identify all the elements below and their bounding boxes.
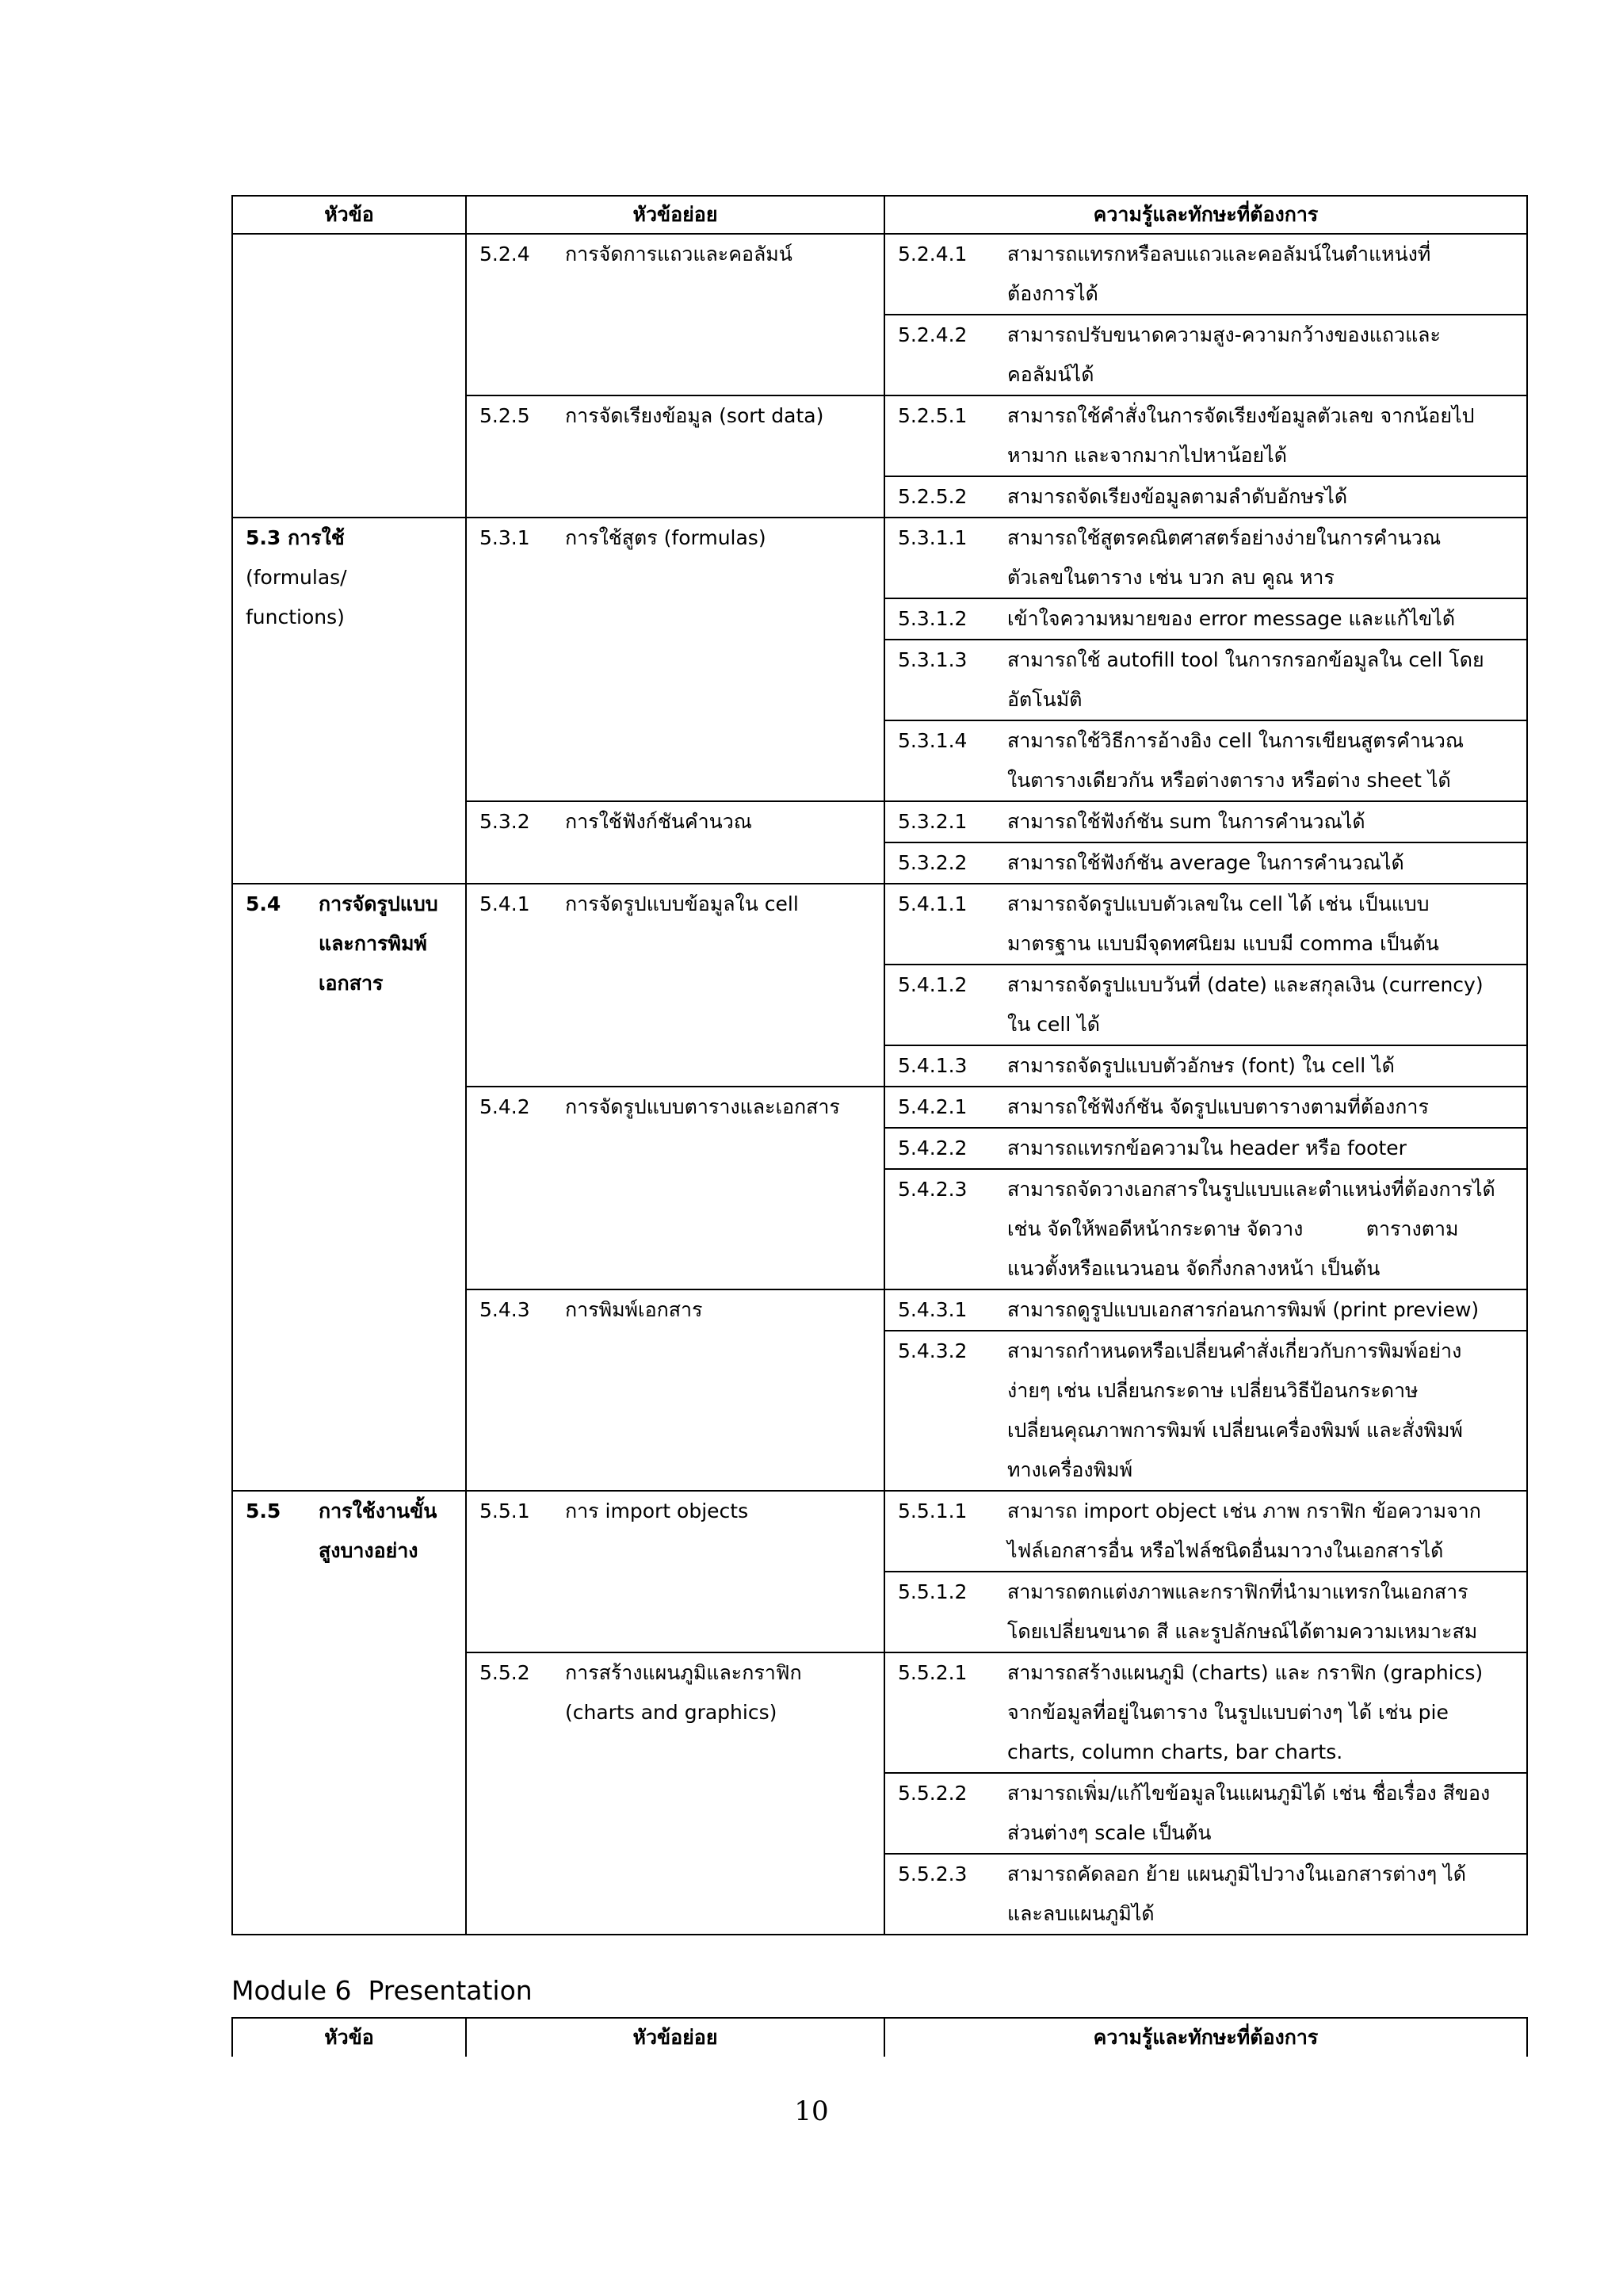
skill-text: สามารถจัดรูปแบบตัวเลขใน cell ได้ เช่น เป็นแบบ — [1007, 892, 1430, 915]
skill-number: 5.5.1.2 — [898, 1580, 968, 1603]
page-number: 10 — [794, 2095, 829, 2127]
skill-cell — [884, 1128, 1527, 1169]
skill-cell — [884, 395, 1527, 476]
skill-text: สามารถกำหนดหรือเปลี่ยนคำสั่งเกี่ยวกับการพิมพ์อย่าง — [1007, 1339, 1462, 1362]
skill-cell — [884, 1854, 1527, 1935]
skill-text: สามารถใช้สูตรคณิตศาสตร์อย่างง่ายในการคำนวณ — [1007, 526, 1442, 549]
skill-number: 5.4.2.3 — [898, 1178, 968, 1201]
skill-number: 5.3.1.4 — [898, 729, 968, 752]
subtopic-cell — [466, 1491, 884, 1652]
topic-cell — [232, 1491, 466, 1935]
header-topic: หัวข้อ — [232, 2018, 466, 2057]
subtopic-title: การ import objects — [565, 1499, 749, 1522]
skill-cell — [884, 598, 1527, 640]
skill-cell — [884, 1045, 1527, 1087]
skill-text: สามารถจัดรูปแบบวันที่ (date) และสกุลเงิน (currency) — [1007, 973, 1484, 996]
subtopic-title: การสร้างแผนภูมิและกราฟิก — [565, 1661, 802, 1684]
skill-number: 5.4.1.1 — [898, 892, 968, 915]
skill-text: สามารถจัดวางเอกสารในรูปแบบและตำแหน่งที่ต้องการได้ — [1007, 1178, 1495, 1201]
skill-cell — [884, 1773, 1527, 1854]
skill-cell — [884, 1289, 1527, 1331]
subtopic-cell — [466, 801, 884, 884]
skill-text: ต้องการได้ — [1007, 282, 1098, 305]
module-6-heading: Module 6 Presentation — [231, 1975, 533, 2006]
skill-cell — [884, 1331, 1527, 1491]
skill-cell — [884, 1087, 1527, 1128]
subtopic-number: 5.5.1 — [479, 1499, 530, 1522]
skill-number: 5.3.1.2 — [898, 607, 968, 630]
topic-title: 5.3 การใช้ — [246, 526, 345, 549]
skill-text: สามารถแทรกหรือลบแถวและคอลัมน์ในตำแหน่งที่ — [1007, 243, 1431, 266]
subtopic-number: 5.3.1 — [479, 526, 530, 549]
skill-text: สามารถเพิ่ม/แก้ไขข้อมูลในแผนภูมิได้ เช่น ชื่อเรื่อง สีของ — [1007, 1782, 1491, 1805]
skill-cell — [884, 1491, 1527, 1572]
subtopic-number: 5.2.5 — [479, 404, 530, 427]
skill-number: 5.4.1.2 — [898, 973, 968, 996]
skill-cell — [884, 720, 1527, 801]
skill-cell — [884, 1652, 1527, 1773]
skill-cell — [884, 801, 1527, 842]
header-topic: หัวข้อ — [232, 196, 466, 234]
header-subtopic: หัวข้อย่อย — [466, 2018, 884, 2057]
topic-cell — [232, 884, 466, 1491]
skill-text: เปลี่ยนคุณภาพการพิมพ์ เปลี่ยนเครื่องพิมพ์ และสั่งพิมพ์ — [1007, 1419, 1463, 1442]
table-header-row — [232, 2018, 1527, 2057]
skill-text: สามารถปรับขนาดความสูง-ความกว้างของแถวและ — [1007, 323, 1441, 346]
skill-number: 5.4.3.1 — [898, 1298, 968, 1321]
skill-number: 5.5.2.1 — [898, 1661, 968, 1684]
skill-text: แนวตั้งหรือแนวนอน จัดกึ่งกลางหน้า เป็นต้น — [1007, 1257, 1381, 1280]
skill-text: มาตรฐาน แบบมีจุดทศนิยม แบบมี comma เป็นต้น — [1007, 932, 1439, 955]
subtopic-number: 5.5.2 — [479, 1661, 530, 1684]
skill-text: อัตโนมัติ — [1007, 688, 1083, 711]
skill-number: 5.4.3.2 — [898, 1339, 968, 1362]
subtopic-number: 5.3.2 — [479, 810, 530, 833]
skill-text: ง่ายๆ เช่น เปลี่ยนกระดาษ เปลี่ยนวิธีป้อนกระดาษ — [1007, 1379, 1419, 1402]
subtopic-cell — [466, 1289, 884, 1491]
topic-cell — [232, 518, 466, 884]
skill-text: หามาก และจากมากไปหาน้อยได้ — [1007, 444, 1287, 467]
skill-cell — [884, 884, 1527, 965]
skill-text: ไฟล์เอกสารอื่น หรือไฟล์ชนิดอื่นมาวางในเอกสารได้ — [1007, 1539, 1444, 1562]
subtopic-cell — [466, 1087, 884, 1289]
topic-number: 5.5 — [246, 1499, 281, 1522]
skill-text: สามารถดูรูปแบบเอกสารก่อนการพิมพ์ (print preview) — [1007, 1298, 1480, 1321]
skill-text: สามารถใช้ฟังก์ชัน sum ในการคำนวณได้ — [1007, 810, 1365, 833]
skill-text: สามารถใช้คำสั่งในการจัดเรียงข้อมูลตัวเลข จากน้อยไป — [1007, 404, 1475, 427]
header-subtopic: หัวข้อย่อย — [466, 196, 884, 234]
skill-number: 5.3.1.1 — [898, 526, 968, 549]
skill-number: 5.2.5.1 — [898, 404, 968, 427]
topic-title: การใช้งานขั้น — [319, 1499, 437, 1522]
subtopic-cell — [466, 1652, 884, 1935]
skill-text: สามารถตกแต่งภาพและกราฟิกที่นำมาแทรกในเอกสาร — [1007, 1580, 1468, 1603]
skill-number: 5.3.2.2 — [898, 851, 968, 874]
subtopic-cell — [466, 518, 884, 801]
skill-cell — [884, 315, 1527, 395]
table-header-row — [232, 196, 1527, 234]
skill-text: สามารถจัดรูปแบบตัวอักษร (font) ใน cell ได้ — [1007, 1054, 1395, 1077]
table-row — [232, 234, 1527, 315]
subtopic-number: 5.4.1 — [479, 892, 530, 915]
skill-text: เช่น จัดให้พอดีหน้ากระดาษ จัดวาง ตารางตาม — [1007, 1217, 1459, 1240]
topic-title: functions) — [246, 606, 345, 628]
skill-cell — [884, 842, 1527, 884]
skill-text: สามารถใช้ฟังก์ชัน จัดรูปแบบตารางตามที่ต้องการ — [1007, 1095, 1429, 1118]
skill-text: โดยเปลี่ยนขนาด สี และรูปลักษณ์ได้ตามความเหมาะสม — [1007, 1620, 1478, 1643]
topic-title: และการพิมพ์ — [319, 932, 427, 955]
subtopic-number: 5.4.3 — [479, 1298, 530, 1321]
skill-cell — [884, 1169, 1527, 1289]
header-skills: ความรู้และทักษะที่ต้องการ — [884, 2018, 1527, 2057]
module-6-table — [231, 2017, 1528, 2057]
subtopic-title: การพิมพ์เอกสาร — [565, 1298, 703, 1321]
skill-text: สามารถใช้ฟังก์ชัน average ในการคำนวณได้ — [1007, 851, 1404, 874]
skill-text: ใน cell ได้ — [1007, 1013, 1101, 1036]
skill-text: charts, column charts, bar charts. — [1007, 1740, 1343, 1763]
subtopic-title: การจัดรูปแบบข้อมูลใน cell — [565, 892, 799, 915]
subtopic-title: (charts and graphics) — [565, 1701, 777, 1724]
table-row — [232, 518, 1527, 598]
skill-text: ทางเครื่องพิมพ์ — [1007, 1458, 1133, 1481]
skill-cell — [884, 234, 1527, 315]
topic-title: เอกสาร — [319, 972, 384, 995]
topic-title: สูงบางอย่าง — [319, 1539, 418, 1562]
skill-text: คอลัมน์ได้ — [1007, 363, 1094, 386]
topic-title: การจัดรูปแบบ — [319, 892, 438, 915]
skill-cell — [884, 640, 1527, 720]
skill-text: สามารถคัดลอก ย้าย แผนภูมิไปวางในเอกสารต่างๆ ได้ — [1007, 1862, 1466, 1885]
skill-text: เข้าใจความหมายของ error message และแก้ไขได้ — [1007, 607, 1456, 630]
skill-number: 5.3.1.3 — [898, 648, 968, 671]
skill-cell — [884, 476, 1527, 518]
skill-number: 5.2.4.2 — [898, 323, 968, 346]
skill-number: 5.4.2.2 — [898, 1137, 968, 1159]
skill-cell — [884, 965, 1527, 1045]
subtopic-title: การจัดรูปแบบตารางและเอกสาร — [565, 1095, 840, 1118]
skill-text: ส่วนต่างๆ scale เป็นต้น — [1007, 1821, 1212, 1844]
skill-text: สามารถสร้างแผนภูมิ (charts) และ กราฟิก (graphics) — [1007, 1661, 1484, 1684]
subtopic-title: การจัดเรียงข้อมูล (sort data) — [565, 404, 824, 427]
subtopic-title: การใช้สูตร (formulas) — [565, 526, 766, 549]
subtopic-number: 5.2.4 — [479, 243, 530, 266]
skill-text: สามารถแทรกข้อความใน header หรือ footer — [1007, 1137, 1407, 1159]
subtopic-number: 5.4.2 — [479, 1095, 530, 1118]
skill-number: 5.5.2.2 — [898, 1782, 968, 1805]
subtopic-title: การจัดการแถวและคอลัมน์ — [565, 243, 792, 266]
skill-number: 5.2.5.2 — [898, 485, 968, 508]
table-row — [232, 1491, 1527, 1572]
subtopic-title: การใช้ฟังก์ชันคำนวณ — [565, 810, 752, 833]
skill-number: 5.4.2.1 — [898, 1095, 968, 1118]
subtopic-cell — [466, 884, 884, 1087]
curriculum-table — [231, 195, 1528, 1935]
skill-text: สามารถ import object เช่น ภาพ กราฟิก ข้อความจาก — [1007, 1499, 1481, 1522]
skill-text: และลบแผนภูมิได้ — [1007, 1902, 1155, 1925]
skill-text: ตัวเลขในตาราง เช่น บวก ลบ คูณ หาร — [1007, 566, 1335, 589]
subtopic-cell — [466, 395, 884, 518]
table-row — [232, 884, 1527, 965]
topic-title: (formulas/ — [246, 566, 347, 589]
skill-number: 5.5.2.3 — [898, 1862, 968, 1885]
topic-number: 5.4 — [246, 892, 281, 915]
header-skills: ความรู้และทักษะที่ต้องการ — [884, 196, 1527, 234]
topic-cell — [232, 234, 466, 518]
skill-text: จากข้อมูลที่อยู่ในตาราง ในรูปแบบต่างๆ ได้ เช่น pie — [1007, 1701, 1449, 1724]
subtopic-cell — [466, 234, 884, 395]
skill-cell — [884, 1572, 1527, 1652]
skill-text: สามารถจัดเรียงข้อมูลตามลำดับอักษรได้ — [1007, 485, 1348, 508]
skill-cell — [884, 518, 1527, 598]
skill-text: สามารถใช้ autofill tool ในการกรอกข้อมูลใน cell โดย — [1007, 648, 1484, 671]
skill-number: 5.2.4.1 — [898, 243, 968, 266]
skill-number: 5.3.2.1 — [898, 810, 968, 833]
skill-text: สามารถใช้วิธีการอ้างอิง cell ในการเขียนสูตรคำนวณ — [1007, 729, 1465, 752]
skill-text: ในตารางเดียวกัน หรือต่างตาราง หรือต่าง sheet ได้ — [1007, 769, 1451, 792]
skill-number: 5.4.1.3 — [898, 1054, 968, 1077]
skill-number: 5.5.1.1 — [898, 1499, 968, 1522]
